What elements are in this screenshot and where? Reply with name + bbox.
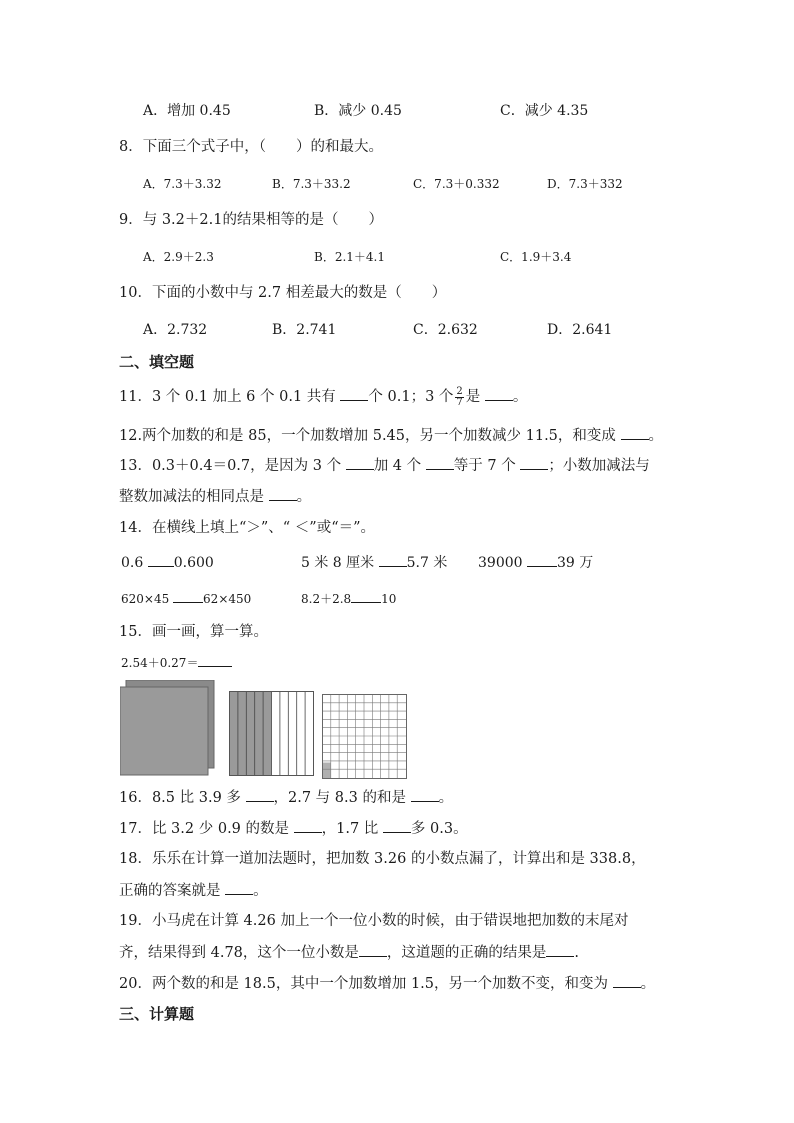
- q18-blank[interactable]: [225, 880, 253, 895]
- q19-blank-1[interactable]: [359, 942, 387, 957]
- q17-text-3: 多 0.3。: [410, 821, 468, 837]
- q13-text-3: 等于 7 个: [453, 458, 521, 474]
- q13-text-6: 。: [296, 489, 312, 505]
- q11-blank-1[interactable]: [340, 386, 368, 401]
- q14-blank-2[interactable]: [379, 552, 407, 567]
- q14-blank-4[interactable]: [173, 588, 203, 603]
- question-18: 18．乐乐在计算一道加法题时，把加数 3.26 的小数点漏了，计算出和是 338.8，: [119, 851, 646, 867]
- tenths-figure: [229, 691, 315, 777]
- q13-text-1: 13．0.3＋0.4＝0.7，是因为 3 个: [119, 458, 346, 474]
- question-13-line-2: [119, 486, 311, 507]
- question-19: 19．小马虎在计算 4.26 加上一个一位小数的时候，由于错误地把加数的末尾对: [119, 913, 629, 929]
- question-16: [119, 787, 453, 808]
- q11-fraction: $\frac{2}{7}$: [456, 385, 463, 408]
- hundredths-figure: [322, 694, 408, 780]
- q10-stem: 10．下面的小数中与 2.7 相差最大的数是（: [119, 285, 402, 301]
- q7-option-c: C．减少 4.35: [500, 103, 589, 119]
- q18-text-end: 。: [253, 883, 268, 899]
- q17-text-1: 17．比 3.2 少 0.9 的数是: [119, 821, 294, 837]
- q9-stem: 9．与 3.2＋2.1的结果相等的是（: [119, 212, 339, 228]
- section-2-title: 二、填空题: [119, 353, 195, 371]
- q14-item-5: 8.2＋2.8 10: [301, 588, 396, 609]
- q9-option-c: C．1.9＋3.4: [500, 250, 572, 264]
- q13-blank-3[interactable]: [520, 455, 548, 470]
- q14-blank-1[interactable]: [148, 552, 174, 567]
- section-3-title: 三、计算题: [119, 1005, 195, 1023]
- question-14: 14．在横线上填上“＞”、“ ＜”或“＝”。: [119, 520, 376, 536]
- q8-option-c: C．7.3＋0.332: [413, 177, 500, 191]
- q10-option-b: B．2.741: [272, 322, 337, 338]
- question-10: [119, 283, 446, 303]
- q9-option-a: A．2.9＋2.3: [143, 250, 214, 264]
- q17-text-2: ，1.7 比: [321, 821, 383, 837]
- q9-option-b: B．2.1＋4.1: [314, 250, 385, 264]
- q12-text-1: 12.两个加数的和是 85，一个加数增加 5.45，另一个加数减少 11.5，和变成: [119, 428, 621, 444]
- q20-text-1: 20．两个数的和是 18.5，其中一个加数增加 1.5，另一个加数不变，和变为: [119, 976, 613, 992]
- q13-blank-4[interactable]: [269, 486, 297, 501]
- q8-stem: 8．下面三个式子中，（: [119, 139, 266, 155]
- q14-blank-5[interactable]: [351, 588, 381, 603]
- q19-text-1: 齐，结果得到 4.78，这个一位小数是: [119, 945, 359, 961]
- q8-option-b: B．7.3＋33.2: [272, 177, 351, 191]
- q20-text-2: 。: [640, 976, 656, 992]
- q14-item-3: 39000 39 万: [478, 552, 593, 573]
- q11-text-4: 。: [512, 389, 528, 405]
- q19-text-3: .: [574, 945, 580, 961]
- q20-blank[interactable]: [613, 973, 641, 988]
- q11-text-2: 个 0.1；3 个: [368, 389, 454, 405]
- question-20: [119, 973, 655, 994]
- q8-option-a: A．7.3＋3.32: [143, 177, 222, 191]
- q8-stem-end: ）的和最大。: [295, 139, 383, 155]
- question-9: [119, 210, 383, 230]
- q9-stem-end: ）: [368, 212, 383, 228]
- q10-option-c: C．2.632: [413, 322, 478, 338]
- q18-text: 正确的答案就是: [119, 883, 226, 899]
- q13-text-5: 整数加减法的相同点是: [119, 489, 269, 505]
- q15-expression: 2.54＋0.27＝: [121, 652, 232, 673]
- q16-blank-2[interactable]: [411, 787, 439, 802]
- q15-blank[interactable]: [198, 652, 232, 667]
- q16-text-3: 。: [438, 790, 454, 806]
- q10-stem-end: ）: [431, 285, 447, 301]
- question-12: [119, 425, 663, 446]
- q16-blank-1[interactable]: [246, 787, 274, 802]
- question-18-line-2: [119, 880, 268, 901]
- q11-text-1: 11．3 个 0.1 加上 6 个 0.1 共有: [119, 389, 341, 405]
- q12-blank[interactable]: [621, 425, 649, 440]
- question-8: [119, 137, 383, 157]
- q16-text-1: 16．8.5 比 3.9 多: [119, 790, 246, 806]
- q10-option-d: D．2.641: [547, 322, 613, 338]
- q13-text-4: ；小数加减法与: [548, 458, 650, 474]
- question-17: [119, 818, 468, 839]
- unit-squares-figure: [120, 680, 220, 780]
- q10-option-a: A．2.732: [143, 322, 208, 338]
- question-11: [119, 386, 527, 408]
- q17-blank-2[interactable]: [383, 818, 411, 833]
- q14-item-4: 620×45 62×450: [121, 588, 251, 609]
- q19-blank-2[interactable]: [546, 942, 574, 957]
- q11-blank-2[interactable]: [485, 386, 513, 401]
- q19-text-2: ，这道题的正确的结果是: [386, 945, 547, 961]
- q11-text-3: 是: [465, 389, 485, 405]
- q8-option-d: D．7.3＋332: [547, 177, 623, 191]
- q13-blank-1[interactable]: [346, 455, 374, 470]
- q7-option-b: B．减少 0.45: [314, 103, 402, 119]
- question-13: [119, 455, 650, 476]
- q14-item-1: 0.6 0.600: [121, 552, 214, 573]
- q14-item-2: 5 米 8 厘米 5.7 米: [301, 552, 447, 573]
- q17-blank-1[interactable]: [294, 818, 322, 833]
- question-15: 15．画一画，算一算。: [119, 624, 268, 640]
- q7-option-a: A．增加 0.45: [143, 103, 231, 119]
- question-19-line-2: [119, 942, 579, 963]
- q16-text-2: ，2.7 与 8.3 的和是: [273, 790, 411, 806]
- q12-text-2: 。: [648, 428, 664, 444]
- q14-blank-3[interactable]: [527, 552, 557, 567]
- q13-blank-2[interactable]: [426, 455, 454, 470]
- q13-text-2: 加 4 个: [373, 458, 426, 474]
